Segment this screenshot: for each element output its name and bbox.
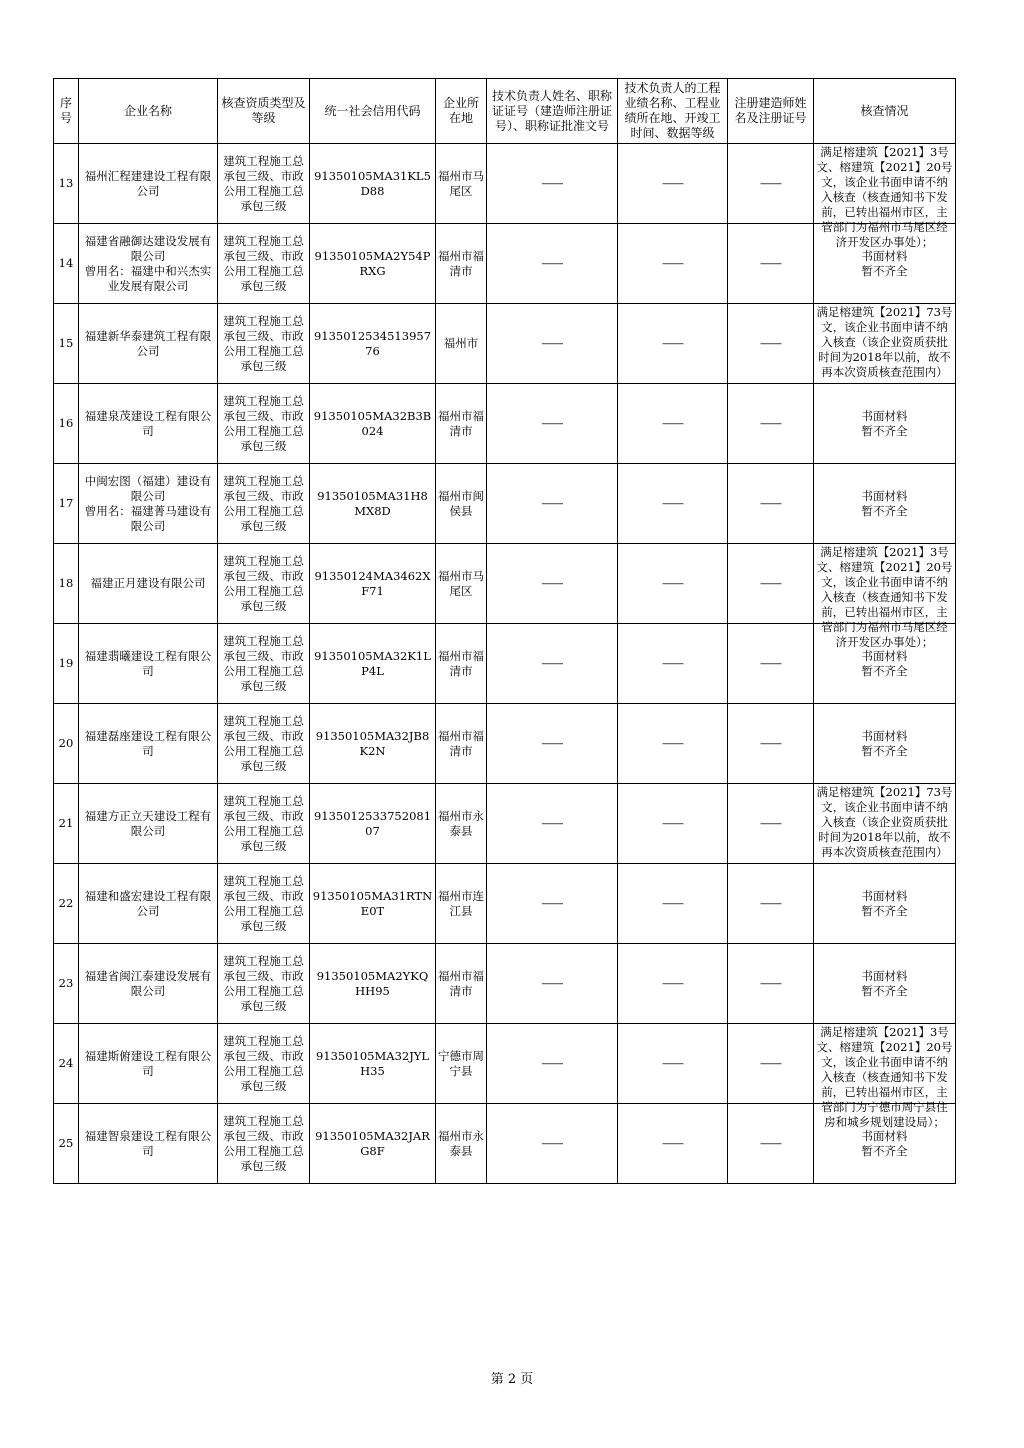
check-remark-text: 满足榕建筑【2021】73号文，该企业书面申请不纳入核查（该企业资质获批时间为2018年以前，故不再本次资质核查范围内） [816, 305, 953, 379]
registered-constructor: —— [728, 1024, 814, 1104]
company-name: 福建方正立天建设工程有限公司 [79, 784, 218, 864]
registered-constructor: —— [728, 704, 814, 784]
credit-code: 91350105MA32JB8K2N [310, 704, 436, 784]
check-status: 书面材料 暂不齐全 [814, 944, 956, 1024]
row-index: 21 [54, 784, 79, 864]
table-row [54, 944, 956, 1024]
registered-constructor: —— [728, 224, 814, 304]
location: 福州市福清市 [436, 944, 487, 1024]
tech-lead: —— [487, 304, 618, 384]
qualification: 建筑工程施工总承包三级、市政公用工程施工总承包三级 [218, 704, 310, 784]
check-status [814, 304, 956, 384]
company-name: 福建和盛宏建设工程有限公司 [79, 864, 218, 944]
credit-code: 91350105MA32JARG8F [310, 1104, 436, 1184]
check-status: 书面材料 暂不齐全 [814, 704, 956, 784]
credit-code: 91350105MA2Y54PRXG [310, 224, 436, 304]
row-index: 22 [54, 864, 79, 944]
check-remark-text: 满足榕建筑【2021】3号文、榕建筑【2021】20号文，该企业书面申请不纳入核查（核查通知书下发前，已转出福州市区，主管部门为福州市马尾区经济开发区办事处）； [816, 545, 953, 649]
company-name: 福建智泉建设工程有限公司 [79, 1104, 218, 1184]
tech-lead-performance: —— [618, 864, 728, 944]
registered-constructor: —— [728, 864, 814, 944]
registered-constructor: —— [728, 464, 814, 544]
credit-code: 91350105MA32B3B024 [310, 384, 436, 464]
row-index: 25 [54, 1104, 79, 1184]
company-name: 福建泉茂建设工程有限公司 [79, 384, 218, 464]
table-row [54, 144, 956, 224]
row-index: 19 [54, 624, 79, 704]
tech-lead: —— [487, 784, 618, 864]
qualification: 建筑工程施工总承包三级、市政公用工程施工总承包三级 [218, 864, 310, 944]
location: 福州市福清市 [436, 384, 487, 464]
qualification: 建筑工程施工总承包三级、市政公用工程施工总承包三级 [218, 1024, 310, 1104]
qualification: 建筑工程施工总承包三级、市政公用工程施工总承包三级 [218, 944, 310, 1024]
tech-lead: —— [487, 1024, 618, 1104]
tech-lead-performance: —— [618, 624, 728, 704]
tech-lead-performance: —— [618, 704, 728, 784]
header-company-name: 企业名称 [79, 79, 218, 144]
check-status: 书面材料 暂不齐全 [814, 864, 956, 944]
location: 福州市闽侯县 [436, 464, 487, 544]
location: 福州市福清市 [436, 704, 487, 784]
check-status [814, 144, 956, 249]
table-header-row [54, 79, 956, 144]
tech-lead-performance: —— [618, 384, 728, 464]
row-index: 24 [54, 1024, 79, 1104]
row-index: 18 [54, 544, 79, 624]
table-row [54, 624, 956, 704]
company-name: 福建磊座建设工程有限公司 [79, 704, 218, 784]
tech-lead-performance: —— [618, 144, 728, 224]
tech-lead-performance: —— [618, 1104, 728, 1184]
registered-constructor: —— [728, 944, 814, 1024]
tech-lead: —— [487, 224, 618, 304]
credit-code: 91350105MA2YKQHH95 [310, 944, 436, 1024]
qualification: 建筑工程施工总承包三级、市政公用工程施工总承包三级 [218, 464, 310, 544]
company-name: 福建省闽江泰建设发展有限公司 [79, 944, 218, 1024]
credit-code: 91350105MA32K1LP4L [310, 624, 436, 704]
credit-code: 91350124MA3462XF71 [310, 544, 436, 624]
table-row [54, 704, 956, 784]
qualification: 建筑工程施工总承包三级、市政公用工程施工总承包三级 [218, 624, 310, 704]
check-remark-text: 满足榕建筑【2021】3号文、榕建筑【2021】20号文，该企业书面申请不纳入核查（核查通知书下发前，已转出福州市区，主管部门为宁德市周宁县住房和城乡规划建设局）； [816, 1025, 953, 1129]
header-credit-code: 统一社会信用代码 [310, 79, 436, 144]
location: 福州市马尾区 [436, 544, 487, 624]
table-row [54, 384, 956, 464]
qualification: 建筑工程施工总承包三级、市政公用工程施工总承包三级 [218, 144, 310, 224]
tech-lead-performance: —— [618, 464, 728, 544]
row-index: 17 [54, 464, 79, 544]
credit-code: 91350105MA31RTNE0T [310, 864, 436, 944]
qualification: 建筑工程施工总承包三级、市政公用工程施工总承包三级 [218, 544, 310, 624]
table-row [54, 1104, 956, 1184]
qualification: 建筑工程施工总承包三级、市政公用工程施工总承包三级 [218, 224, 310, 304]
check-remark-text: 满足榕建筑【2021】73号文，该企业书面申请不纳入核查（该企业资质获批时间为2018年以前，故不再本次资质核查范围内） [816, 785, 953, 859]
check-remark-text: 满足榕建筑【2021】3号文、榕建筑【2021】20号文，该企业书面申请不纳入核查（核查通知书下发前，已转出福州市区，主管部门为福州市马尾区经济开发区办事处）； [816, 145, 953, 249]
qualification: 建筑工程施工总承包三级、市政公用工程施工总承包三级 [218, 384, 310, 464]
credit-code: 913501253375208107 [310, 784, 436, 864]
tech-lead-performance: —— [618, 224, 728, 304]
company-name: 福建省融御达建设发展有限公司 曾用名：福建中和兴杰实业发展有限公司 [79, 224, 218, 304]
header-index: 序号 [54, 79, 79, 144]
check-status: 书面材料 暂不齐全 [814, 224, 956, 304]
company-name: 福建正月建设有限公司 [79, 544, 218, 624]
tech-lead: —— [487, 384, 618, 464]
credit-code: 91350105MA32JYLH35 [310, 1024, 436, 1104]
tech-lead-performance: —— [618, 784, 728, 864]
registered-constructor: —— [728, 784, 814, 864]
company-name: 福建翡曦建设工程有限公司 [79, 624, 218, 704]
tech-lead-performance: —— [618, 1024, 728, 1104]
credit-code: 91350105MA31H8MX8D [310, 464, 436, 544]
check-status [814, 1024, 956, 1129]
registered-constructor: —— [728, 384, 814, 464]
qualification: 建筑工程施工总承包三级、市政公用工程施工总承包三级 [218, 304, 310, 384]
table-row [54, 784, 956, 864]
tech-lead: —— [487, 944, 618, 1024]
credit-code: 913501253451395776 [310, 304, 436, 384]
enterprise-check-table [53, 78, 956, 1184]
location: 福州市福清市 [436, 224, 487, 304]
registered-constructor: —— [728, 144, 814, 224]
table-row [54, 864, 956, 944]
row-index: 16 [54, 384, 79, 464]
location: 福州市永泰县 [436, 784, 487, 864]
tech-lead: —— [487, 704, 618, 784]
header-qualification: 核查资质类型及等级 [218, 79, 310, 144]
row-index: 14 [54, 224, 79, 304]
check-status [814, 784, 956, 864]
table-row [54, 224, 956, 304]
header-registered-constructor: 注册建造师姓名及注册证号 [728, 79, 814, 144]
registered-constructor: —— [728, 304, 814, 384]
tech-lead-performance: —— [618, 944, 728, 1024]
qualification: 建筑工程施工总承包三级、市政公用工程施工总承包三级 [218, 784, 310, 864]
tech-lead: —— [487, 544, 618, 624]
location: 福州市永泰县 [436, 1104, 487, 1184]
header-tech-lead: 技术负责人姓名、职称证证号（建造师注册证号）、职称证批准文号 [487, 79, 618, 144]
company-name: 中闽宏图（福建）建设有限公司 曾用名：福建菁马建设有限公司 [79, 464, 218, 544]
location: 福州市马尾区 [436, 144, 487, 224]
table-row [54, 544, 956, 624]
registered-constructor: —— [728, 624, 814, 704]
header-check-status: 核查情况 [814, 79, 956, 144]
location: 宁德市周宁县 [436, 1024, 487, 1104]
tech-lead: —— [487, 144, 618, 224]
row-index: 20 [54, 704, 79, 784]
check-status: 书面材料 暂不齐全 [814, 624, 956, 704]
tech-lead-performance: —— [618, 544, 728, 624]
table-row [54, 464, 956, 544]
table-row [54, 304, 956, 384]
page-number: 第 2 页 [490, 1372, 534, 1387]
company-name: 福建斯俯建设工程有限公司 [79, 1024, 218, 1104]
qualification: 建筑工程施工总承包三级、市政公用工程施工总承包三级 [218, 1104, 310, 1184]
tech-lead: —— [487, 1104, 618, 1184]
header-location: 企业所在地 [436, 79, 487, 144]
tech-lead: —— [487, 864, 618, 944]
registered-constructor: —— [728, 544, 814, 624]
row-index: 13 [54, 144, 79, 224]
row-index: 23 [54, 944, 79, 1024]
header-tech-lead-performance: 技术负责人的工程业绩名称、工程业绩所在地、开竣工时间、数据等级 [618, 79, 728, 144]
location: 福州市连江县 [436, 864, 487, 944]
table-row [54, 1024, 956, 1104]
location: 福州市福清市 [436, 624, 487, 704]
check-status: 书面材料 暂不齐全 [814, 464, 956, 544]
company-name: 福州汇程建建设工程有限公司 [79, 144, 218, 224]
check-status: 书面材料 暂不齐全 [814, 1104, 956, 1184]
row-index: 15 [54, 304, 79, 384]
tech-lead: —— [487, 624, 618, 704]
registered-constructor: —— [728, 1104, 814, 1184]
company-name: 福建新华泰建筑工程有限公司 [79, 304, 218, 384]
check-status [814, 544, 956, 649]
location: 福州市 [436, 304, 487, 384]
credit-code: 91350105MA31KL5D88 [310, 144, 436, 224]
tech-lead: —— [487, 464, 618, 544]
tech-lead-performance: —— [618, 304, 728, 384]
check-status: 书面材料 暂不齐全 [814, 384, 956, 464]
